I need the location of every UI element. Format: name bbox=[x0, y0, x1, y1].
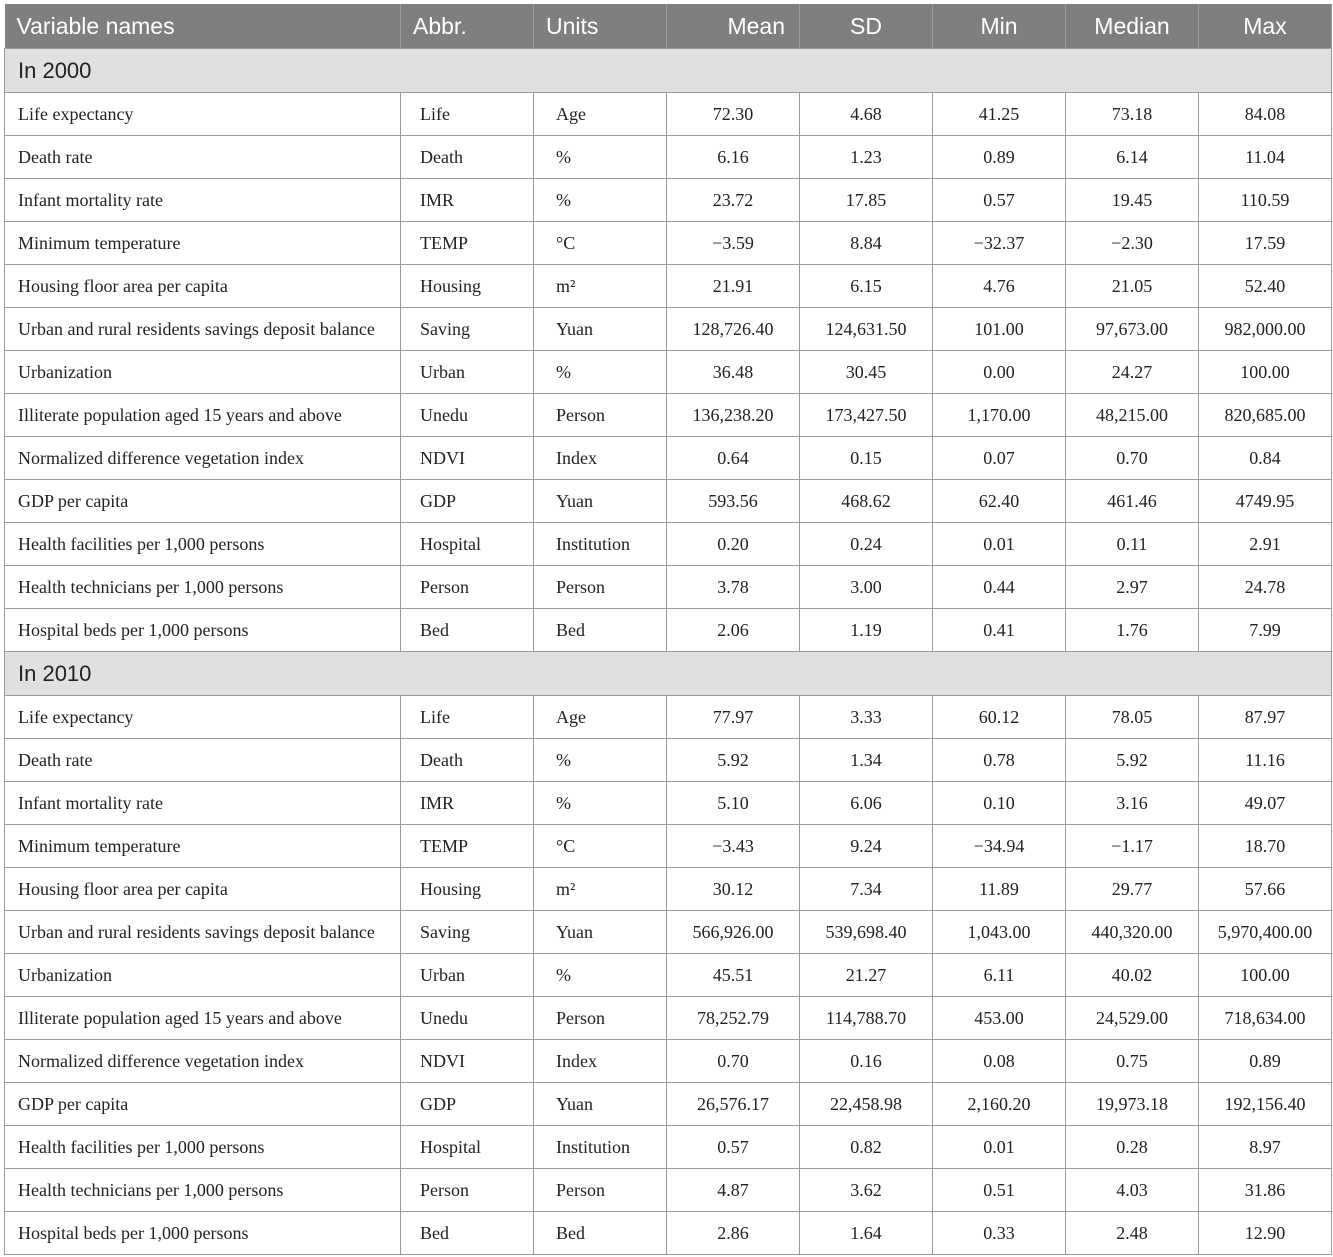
cell-min: 4.76 bbox=[933, 265, 1066, 308]
cell-units: m² bbox=[534, 265, 667, 308]
cell-units: % bbox=[534, 739, 667, 782]
cell-abbr: Hospital bbox=[401, 1126, 534, 1169]
cell-sd: 21.27 bbox=[800, 954, 933, 997]
cell-max: 11.04 bbox=[1199, 136, 1332, 179]
cell-sd: 8.84 bbox=[800, 222, 933, 265]
table-row bbox=[5, 523, 1332, 566]
table-row bbox=[5, 394, 1332, 437]
cell-variable-name: Health technicians per 1,000 persons bbox=[5, 1169, 401, 1212]
table-row bbox=[5, 997, 1332, 1040]
cell-abbr: NDVI bbox=[401, 437, 534, 480]
cell-max: 24.78 bbox=[1199, 566, 1332, 609]
cell-median: −1.17 bbox=[1066, 825, 1199, 868]
cell-min: 0.78 bbox=[933, 739, 1066, 782]
cell-max: 84.08 bbox=[1199, 93, 1332, 136]
table-row bbox=[5, 480, 1332, 523]
table-row bbox=[5, 93, 1332, 136]
cell-min: 0.33 bbox=[933, 1212, 1066, 1255]
header-variable-names: Variable names bbox=[5, 4, 401, 49]
cell-abbr: Saving bbox=[401, 308, 534, 351]
cell-sd: 4.68 bbox=[800, 93, 933, 136]
cell-min: −32.37 bbox=[933, 222, 1066, 265]
cell-min: 11.89 bbox=[933, 868, 1066, 911]
cell-variable-name: Health technicians per 1,000 persons bbox=[5, 566, 401, 609]
section-title: In 2010 bbox=[5, 652, 1332, 696]
cell-max: 110.59 bbox=[1199, 179, 1332, 222]
cell-variable-name: Death rate bbox=[5, 136, 401, 179]
cell-median: −2.30 bbox=[1066, 222, 1199, 265]
header-row bbox=[5, 4, 1332, 49]
cell-median: 19,973.18 bbox=[1066, 1083, 1199, 1126]
header-abbr: Abbr. bbox=[401, 4, 534, 49]
cell-min: 1,043.00 bbox=[933, 911, 1066, 954]
cell-abbr: Person bbox=[401, 566, 534, 609]
cell-abbr: Bed bbox=[401, 609, 534, 652]
cell-min: −34.94 bbox=[933, 825, 1066, 868]
cell-units: °C bbox=[534, 825, 667, 868]
cell-min: 0.00 bbox=[933, 351, 1066, 394]
cell-variable-name: Urbanization bbox=[5, 954, 401, 997]
cell-abbr: GDP bbox=[401, 1083, 534, 1126]
cell-median: 6.14 bbox=[1066, 136, 1199, 179]
cell-abbr: Saving bbox=[401, 911, 534, 954]
cell-max: 12.90 bbox=[1199, 1212, 1332, 1255]
table-row bbox=[5, 911, 1332, 954]
cell-variable-name: Life expectancy bbox=[5, 696, 401, 739]
cell-variable-name: Normalized difference vegetation index bbox=[5, 437, 401, 480]
cell-max: 52.40 bbox=[1199, 265, 1332, 308]
section-title: In 2000 bbox=[5, 49, 1332, 93]
cell-max: 718,634.00 bbox=[1199, 997, 1332, 1040]
cell-mean: 45.51 bbox=[667, 954, 800, 997]
cell-units: % bbox=[534, 351, 667, 394]
cell-sd: 1.34 bbox=[800, 739, 933, 782]
table-row bbox=[5, 566, 1332, 609]
cell-abbr: TEMP bbox=[401, 825, 534, 868]
cell-abbr: TEMP bbox=[401, 222, 534, 265]
cell-median: 0.11 bbox=[1066, 523, 1199, 566]
cell-min: 1,170.00 bbox=[933, 394, 1066, 437]
cell-units: Index bbox=[534, 437, 667, 480]
cell-median: 24,529.00 bbox=[1066, 997, 1199, 1040]
table-row bbox=[5, 1212, 1332, 1255]
cell-max: 87.97 bbox=[1199, 696, 1332, 739]
cell-sd: 173,427.50 bbox=[800, 394, 933, 437]
cell-median: 2.48 bbox=[1066, 1212, 1199, 1255]
cell-abbr: Housing bbox=[401, 265, 534, 308]
cell-variable-name: Minimum temperature bbox=[5, 825, 401, 868]
table-row bbox=[5, 609, 1332, 652]
cell-abbr: Urban bbox=[401, 351, 534, 394]
table-row bbox=[5, 825, 1332, 868]
cell-abbr: IMR bbox=[401, 782, 534, 825]
cell-sd: 0.24 bbox=[800, 523, 933, 566]
cell-sd: 114,788.70 bbox=[800, 997, 933, 1040]
cell-median: 4.03 bbox=[1066, 1169, 1199, 1212]
cell-abbr: Person bbox=[401, 1169, 534, 1212]
cell-units: Person bbox=[534, 1169, 667, 1212]
cell-mean: −3.59 bbox=[667, 222, 800, 265]
cell-mean: 78,252.79 bbox=[667, 997, 800, 1040]
cell-units: Bed bbox=[534, 1212, 667, 1255]
cell-variable-name: Urban and rural residents savings deposit balance bbox=[5, 308, 401, 351]
cell-max: 17.59 bbox=[1199, 222, 1332, 265]
cell-min: 0.10 bbox=[933, 782, 1066, 825]
cell-variable-name: Urbanization bbox=[5, 351, 401, 394]
cell-mean: 566,926.00 bbox=[667, 911, 800, 954]
table-header bbox=[5, 4, 1332, 49]
cell-units: % bbox=[534, 179, 667, 222]
cell-mean: 2.86 bbox=[667, 1212, 800, 1255]
cell-sd: 6.15 bbox=[800, 265, 933, 308]
cell-units: Yuan bbox=[534, 308, 667, 351]
cell-median: 0.75 bbox=[1066, 1040, 1199, 1083]
cell-abbr: Life bbox=[401, 93, 534, 136]
cell-variable-name: Normalized difference vegetation index bbox=[5, 1040, 401, 1083]
cell-mean: 77.97 bbox=[667, 696, 800, 739]
cell-sd: 1.19 bbox=[800, 609, 933, 652]
cell-variable-name: Urban and rural residents savings deposit balance bbox=[5, 911, 401, 954]
table-row bbox=[5, 1040, 1332, 1083]
header-median: Median bbox=[1066, 4, 1199, 49]
cell-units: Age bbox=[534, 93, 667, 136]
cell-sd: 3.00 bbox=[800, 566, 933, 609]
cell-max: 982,000.00 bbox=[1199, 308, 1332, 351]
cell-mean: 0.70 bbox=[667, 1040, 800, 1083]
cell-median: 78.05 bbox=[1066, 696, 1199, 739]
cell-min: 0.41 bbox=[933, 609, 1066, 652]
cell-variable-name: Illiterate population aged 15 years and above bbox=[5, 394, 401, 437]
cell-min: 0.01 bbox=[933, 523, 1066, 566]
table-row bbox=[5, 179, 1332, 222]
cell-abbr: Urban bbox=[401, 954, 534, 997]
header-min: Min bbox=[933, 4, 1066, 49]
cell-min: 0.07 bbox=[933, 437, 1066, 480]
cell-max: 18.70 bbox=[1199, 825, 1332, 868]
table-row bbox=[5, 1083, 1332, 1126]
cell-mean: 4.87 bbox=[667, 1169, 800, 1212]
cell-variable-name: Housing floor area per capita bbox=[5, 868, 401, 911]
cell-mean: 2.06 bbox=[667, 609, 800, 652]
cell-mean: −3.43 bbox=[667, 825, 800, 868]
cell-max: 8.97 bbox=[1199, 1126, 1332, 1169]
cell-units: % bbox=[534, 782, 667, 825]
cell-sd: 0.82 bbox=[800, 1126, 933, 1169]
cell-mean: 0.64 bbox=[667, 437, 800, 480]
table-row bbox=[5, 1169, 1332, 1212]
cell-median: 440,320.00 bbox=[1066, 911, 1199, 954]
cell-abbr: Death bbox=[401, 136, 534, 179]
cell-mean: 30.12 bbox=[667, 868, 800, 911]
cell-abbr: GDP bbox=[401, 480, 534, 523]
cell-variable-name: Death rate bbox=[5, 739, 401, 782]
header-sd: SD bbox=[800, 4, 933, 49]
cell-min: 0.51 bbox=[933, 1169, 1066, 1212]
table-row bbox=[5, 739, 1332, 782]
table-row bbox=[5, 782, 1332, 825]
table-body bbox=[5, 49, 1332, 1255]
cell-mean: 128,726.40 bbox=[667, 308, 800, 351]
cell-mean: 72.30 bbox=[667, 93, 800, 136]
cell-median: 29.77 bbox=[1066, 868, 1199, 911]
table-row bbox=[5, 954, 1332, 997]
cell-min: 41.25 bbox=[933, 93, 1066, 136]
cell-mean: 36.48 bbox=[667, 351, 800, 394]
cell-units: Person bbox=[534, 394, 667, 437]
cell-units: Age bbox=[534, 696, 667, 739]
cell-median: 73.18 bbox=[1066, 93, 1199, 136]
cell-median: 97,673.00 bbox=[1066, 308, 1199, 351]
cell-abbr: Bed bbox=[401, 1212, 534, 1255]
cell-min: 60.12 bbox=[933, 696, 1066, 739]
cell-sd: 22,458.98 bbox=[800, 1083, 933, 1126]
cell-abbr: Housing bbox=[401, 868, 534, 911]
cell-variable-name: Housing floor area per capita bbox=[5, 265, 401, 308]
cell-mean: 26,576.17 bbox=[667, 1083, 800, 1126]
cell-units: Yuan bbox=[534, 480, 667, 523]
cell-sd: 17.85 bbox=[800, 179, 933, 222]
cell-sd: 124,631.50 bbox=[800, 308, 933, 351]
cell-max: 820,685.00 bbox=[1199, 394, 1332, 437]
table-row bbox=[5, 868, 1332, 911]
cell-median: 2.97 bbox=[1066, 566, 1199, 609]
table-row bbox=[5, 136, 1332, 179]
cell-mean: 0.57 bbox=[667, 1126, 800, 1169]
cell-mean: 3.78 bbox=[667, 566, 800, 609]
cell-min: 0.57 bbox=[933, 179, 1066, 222]
header-units: Units bbox=[534, 4, 667, 49]
cell-units: Institution bbox=[534, 523, 667, 566]
cell-min: 0.01 bbox=[933, 1126, 1066, 1169]
cell-abbr: Unedu bbox=[401, 997, 534, 1040]
cell-median: 0.70 bbox=[1066, 437, 1199, 480]
cell-units: Index bbox=[534, 1040, 667, 1083]
descriptive-statistics-table bbox=[4, 4, 1332, 1255]
cell-median: 48,215.00 bbox=[1066, 394, 1199, 437]
cell-units: Yuan bbox=[534, 911, 667, 954]
cell-max: 11.16 bbox=[1199, 739, 1332, 782]
cell-median: 24.27 bbox=[1066, 351, 1199, 394]
table-row bbox=[5, 308, 1332, 351]
cell-sd: 3.33 bbox=[800, 696, 933, 739]
cell-sd: 468.62 bbox=[800, 480, 933, 523]
cell-abbr: Life bbox=[401, 696, 534, 739]
cell-min: 62.40 bbox=[933, 480, 1066, 523]
section-header-row bbox=[5, 49, 1332, 93]
table-row bbox=[5, 1126, 1332, 1169]
cell-variable-name: Minimum temperature bbox=[5, 222, 401, 265]
cell-min: 101.00 bbox=[933, 308, 1066, 351]
cell-units: % bbox=[534, 136, 667, 179]
cell-max: 4749.95 bbox=[1199, 480, 1332, 523]
cell-sd: 539,698.40 bbox=[800, 911, 933, 954]
table-row bbox=[5, 222, 1332, 265]
table-row bbox=[5, 265, 1332, 308]
cell-mean: 21.91 bbox=[667, 265, 800, 308]
cell-max: 2.91 bbox=[1199, 523, 1332, 566]
cell-sd: 9.24 bbox=[800, 825, 933, 868]
header-max: Max bbox=[1199, 4, 1332, 49]
cell-mean: 5.92 bbox=[667, 739, 800, 782]
cell-variable-name: Hospital beds per 1,000 persons bbox=[5, 1212, 401, 1255]
cell-units: Bed bbox=[534, 609, 667, 652]
cell-abbr: Hospital bbox=[401, 523, 534, 566]
table-row bbox=[5, 696, 1332, 739]
cell-units: Person bbox=[534, 997, 667, 1040]
cell-units: °C bbox=[534, 222, 667, 265]
cell-mean: 6.16 bbox=[667, 136, 800, 179]
cell-units: Institution bbox=[534, 1126, 667, 1169]
table-row bbox=[5, 351, 1332, 394]
cell-max: 57.66 bbox=[1199, 868, 1332, 911]
cell-min: 0.08 bbox=[933, 1040, 1066, 1083]
cell-units: % bbox=[534, 954, 667, 997]
cell-sd: 0.15 bbox=[800, 437, 933, 480]
cell-sd: 0.16 bbox=[800, 1040, 933, 1083]
cell-min: 2,160.20 bbox=[933, 1083, 1066, 1126]
cell-mean: 136,238.20 bbox=[667, 394, 800, 437]
table-row bbox=[5, 437, 1332, 480]
cell-abbr: IMR bbox=[401, 179, 534, 222]
cell-median: 461.46 bbox=[1066, 480, 1199, 523]
cell-median: 40.02 bbox=[1066, 954, 1199, 997]
cell-max: 49.07 bbox=[1199, 782, 1332, 825]
cell-variable-name: Life expectancy bbox=[5, 93, 401, 136]
cell-units: Person bbox=[534, 566, 667, 609]
cell-min: 6.11 bbox=[933, 954, 1066, 997]
cell-variable-name: Illiterate population aged 15 years and above bbox=[5, 997, 401, 1040]
cell-abbr: Unedu bbox=[401, 394, 534, 437]
cell-median: 21.05 bbox=[1066, 265, 1199, 308]
cell-mean: 23.72 bbox=[667, 179, 800, 222]
cell-max: 192,156.40 bbox=[1199, 1083, 1332, 1126]
cell-min: 0.44 bbox=[933, 566, 1066, 609]
cell-sd: 6.06 bbox=[800, 782, 933, 825]
cell-median: 5.92 bbox=[1066, 739, 1199, 782]
cell-max: 0.89 bbox=[1199, 1040, 1332, 1083]
cell-variable-name: GDP per capita bbox=[5, 480, 401, 523]
cell-abbr: NDVI bbox=[401, 1040, 534, 1083]
cell-variable-name: Infant mortality rate bbox=[5, 179, 401, 222]
cell-max: 100.00 bbox=[1199, 351, 1332, 394]
cell-abbr: Death bbox=[401, 739, 534, 782]
cell-max: 5,970,400.00 bbox=[1199, 911, 1332, 954]
cell-mean: 0.20 bbox=[667, 523, 800, 566]
cell-units: m² bbox=[534, 868, 667, 911]
cell-variable-name: Hospital beds per 1,000 persons bbox=[5, 609, 401, 652]
cell-sd: 1.23 bbox=[800, 136, 933, 179]
cell-max: 7.99 bbox=[1199, 609, 1332, 652]
cell-median: 3.16 bbox=[1066, 782, 1199, 825]
cell-max: 0.84 bbox=[1199, 437, 1332, 480]
cell-max: 100.00 bbox=[1199, 954, 1332, 997]
cell-sd: 7.34 bbox=[800, 868, 933, 911]
cell-sd: 3.62 bbox=[800, 1169, 933, 1212]
cell-median: 19.45 bbox=[1066, 179, 1199, 222]
cell-max: 31.86 bbox=[1199, 1169, 1332, 1212]
header-mean: Mean bbox=[667, 4, 800, 49]
cell-units: Yuan bbox=[534, 1083, 667, 1126]
cell-variable-name: GDP per capita bbox=[5, 1083, 401, 1126]
cell-variable-name: Health facilities per 1,000 persons bbox=[5, 523, 401, 566]
cell-mean: 5.10 bbox=[667, 782, 800, 825]
cell-variable-name: Health facilities per 1,000 persons bbox=[5, 1126, 401, 1169]
section-header-row bbox=[5, 652, 1332, 696]
cell-mean: 593.56 bbox=[667, 480, 800, 523]
cell-variable-name: Infant mortality rate bbox=[5, 782, 401, 825]
cell-min: 0.89 bbox=[933, 136, 1066, 179]
cell-median: 1.76 bbox=[1066, 609, 1199, 652]
cell-sd: 1.64 bbox=[800, 1212, 933, 1255]
cell-min: 453.00 bbox=[933, 997, 1066, 1040]
cell-median: 0.28 bbox=[1066, 1126, 1199, 1169]
cell-sd: 30.45 bbox=[800, 351, 933, 394]
